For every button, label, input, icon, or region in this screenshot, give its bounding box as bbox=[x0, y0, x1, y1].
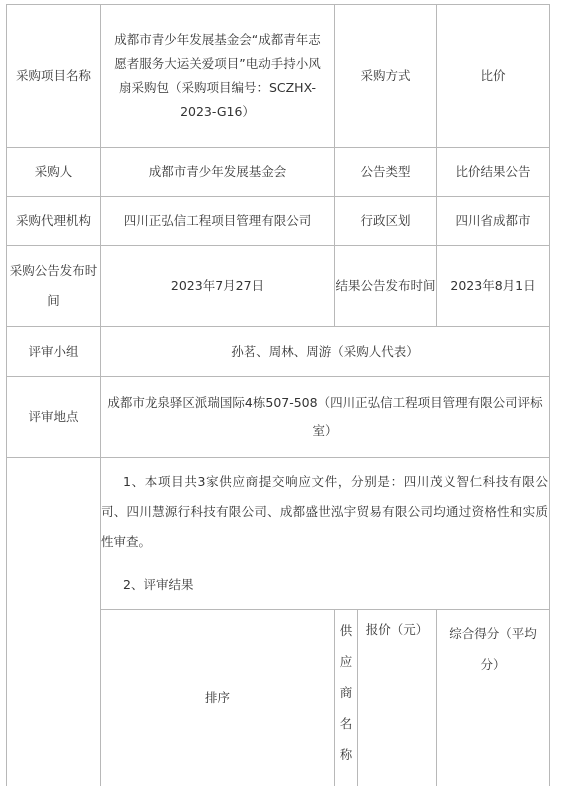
value-publish-date: 2023年7月27日 bbox=[170, 278, 265, 293]
value-purchaser: 成都市青少年发展基金会 bbox=[148, 164, 287, 179]
value-notice-type: 比价结果公告 bbox=[455, 164, 531, 179]
review-paragraph-2: 2、评审结果 bbox=[123, 577, 194, 592]
label-project-name: 采购项目名称 bbox=[15, 68, 91, 83]
label-result-date: 结果公告发布时间 bbox=[335, 278, 436, 293]
label-publish-date: 采购公告发布时间 bbox=[9, 263, 98, 308]
label-procurement-method: 采购方式 bbox=[360, 68, 411, 83]
value-result-date: 2023年8月1日 bbox=[450, 278, 536, 293]
value-review-panel: 孙茗、周林、周游（采购人代表） bbox=[231, 343, 419, 359]
result-col-supplier: 供应商名称 bbox=[339, 623, 353, 762]
label-review-panel: 评审小组 bbox=[28, 343, 79, 359]
value-procurement-method: 比价 bbox=[480, 68, 506, 83]
result-col-rank: 排序 bbox=[204, 690, 230, 705]
value-agency: 四川正弘信工程项目管理有限公司 bbox=[123, 213, 312, 228]
row-line bbox=[6, 457, 550, 458]
label-notice-type: 公告类型 bbox=[360, 164, 411, 179]
label-review-location: 评审地点 bbox=[28, 409, 79, 424]
label-purchaser: 采购人 bbox=[34, 164, 73, 179]
label-agency: 采购代理机构 bbox=[15, 213, 91, 228]
value-region: 四川省成都市 bbox=[455, 213, 531, 228]
review-paragraph-1: 1、本项目共3家供应商提交响应文件，分别是：四川茂义智仁科技有限公司、四川慧源行科技有限公司、成都盛世泓宇贸易有限公司均通过资格性和实质性审查。 bbox=[101, 474, 548, 549]
label-region: 行政区划 bbox=[360, 213, 411, 228]
table-border-right bbox=[549, 4, 550, 786]
value-review-location: 成都市龙泉驿区派瑞国际4栋507-508（四川正弘信工程项目管理有限公司评标室） bbox=[107, 395, 543, 438]
result-col-score: 综合得分（平均分） bbox=[449, 626, 537, 672]
result-col-line bbox=[334, 609, 335, 786]
value-project-name: 成都市青少年发展基金会“成都青年志愿者服务大运关爱项目”电动手持小风扇采购包（采购项目编号：SCZHX-2023-G16） bbox=[114, 32, 321, 119]
result-col-price: 报价（元） bbox=[365, 622, 429, 637]
